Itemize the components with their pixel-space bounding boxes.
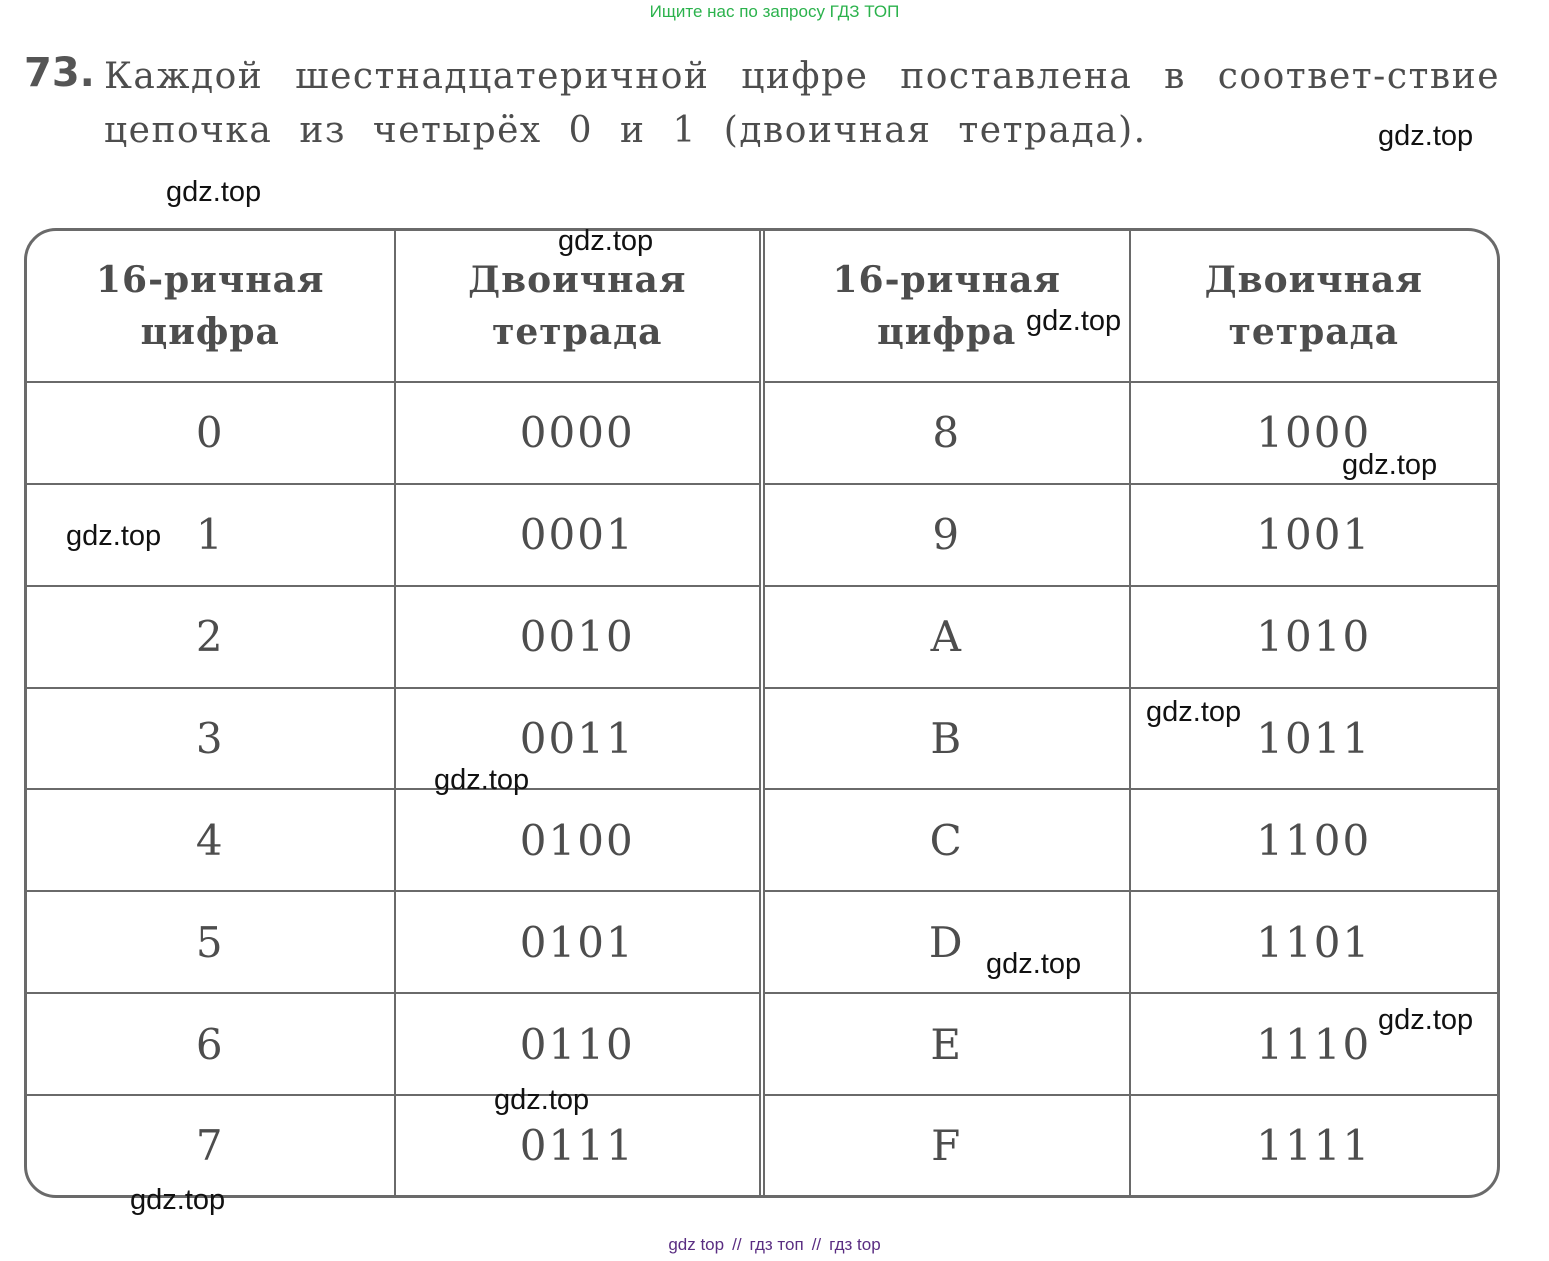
table-row <box>27 586 1497 688</box>
watermark-text: gdz.top <box>434 764 530 796</box>
hex-binary-table <box>24 228 1500 1198</box>
table-cell: 1010 <box>1130 586 1498 688</box>
watermark-text: gdz.top <box>558 225 654 257</box>
watermark-text: gdz.top <box>1026 305 1122 337</box>
top-search-link[interactable]: Ищите нас по запросу ГДЗ ТОП <box>649 2 900 21</box>
table-row <box>27 993 1497 1095</box>
link-separator: // <box>732 1235 742 1254</box>
table-cell: 0011 <box>395 688 763 790</box>
table-cell: 0 <box>27 382 395 484</box>
problem-text: Каждой шестнадцатеричной цифре поставлена в соответ-ствие цепочка из четырёх 0 и 1 (двоичная тетрада). <box>104 56 1500 151</box>
table-cell: 2 <box>27 586 395 688</box>
table-cell: 3 <box>27 688 395 790</box>
table-header-row <box>27 231 1497 382</box>
table-row <box>27 789 1497 891</box>
problem-number: 73. <box>24 50 95 96</box>
table-row <box>27 688 1497 790</box>
table-cell: 0000 <box>395 382 763 484</box>
table-cell: E <box>762 993 1130 1095</box>
table-cell: F <box>762 1095 1130 1195</box>
table-row <box>27 382 1497 484</box>
table-cell: 0100 <box>395 789 763 891</box>
table-cell: C <box>762 789 1130 891</box>
table-cell: A <box>762 586 1130 688</box>
table-cell: 1111 <box>1130 1095 1498 1195</box>
watermark-text: gdz.top <box>1146 696 1242 728</box>
header-hex-digit: 16-ричная цифра <box>762 231 1130 382</box>
table-cell: B <box>762 688 1130 790</box>
watermark-text: gdz.top <box>130 1184 226 1216</box>
table-cell: 1 <box>27 484 395 586</box>
table-cell: 0001 <box>395 484 763 586</box>
table-cell: 0101 <box>395 891 763 993</box>
table-row <box>27 1095 1497 1195</box>
table-cell: 0110 <box>395 993 763 1095</box>
header-hex-digit: 16-ричная цифра <box>27 231 395 382</box>
watermark-text: gdz.top <box>986 948 1082 980</box>
watermark-text: gdz.top <box>1378 120 1474 152</box>
table-cell: 1110 <box>1130 993 1498 1095</box>
header-binary-tetrad: Двоичная тетрада <box>395 231 763 382</box>
watermark-text: gdz.top <box>1378 1004 1474 1036</box>
bottom-link[interactable]: gdz top <box>668 1235 725 1254</box>
table-cell: 1100 <box>1130 789 1498 891</box>
watermark-text: gdz.top <box>166 176 262 208</box>
table-cell: 0111 <box>395 1095 763 1195</box>
header-binary-tetrad: Двоичная тетрада <box>1130 231 1498 382</box>
table-cell: 1001 <box>1130 484 1498 586</box>
table-cell: 6 <box>27 993 395 1095</box>
table-cell: 8 <box>762 382 1130 484</box>
watermark-text: gdz.top <box>1342 449 1438 481</box>
table-cell: 1011 <box>1130 688 1498 790</box>
bottom-link[interactable]: гдз top <box>829 1235 881 1254</box>
table-cell: 1101 <box>1130 891 1498 993</box>
link-separator: // <box>811 1235 822 1254</box>
table-cell: D <box>762 891 1130 993</box>
watermark-text: gdz.top <box>66 520 162 552</box>
bottom-link[interactable]: гдз топ <box>749 1235 804 1254</box>
table-row <box>27 484 1497 586</box>
watermark-text: gdz.top <box>494 1084 590 1116</box>
table-cell: 5 <box>27 891 395 993</box>
table-row <box>27 891 1497 993</box>
table-cell: 9 <box>762 484 1130 586</box>
table-cell: 1000 <box>1130 382 1498 484</box>
table-cell: 4 <box>27 789 395 891</box>
bottom-links <box>0 1235 1549 1255</box>
table-cell: 7 <box>27 1095 395 1195</box>
table-cell: 0010 <box>395 586 763 688</box>
